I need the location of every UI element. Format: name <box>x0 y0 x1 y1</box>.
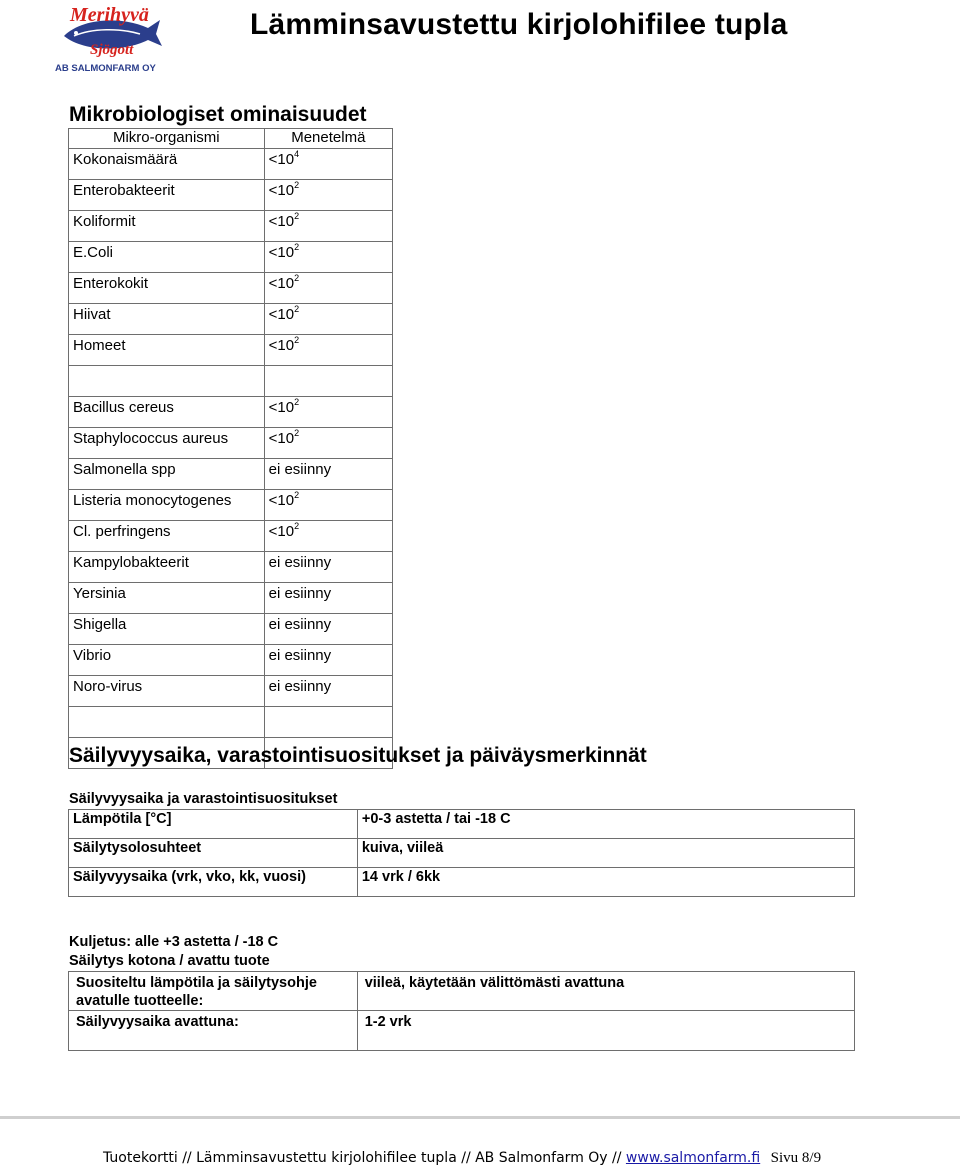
table-row <box>69 868 855 897</box>
organism-name: Enterobakteerit <box>69 180 265 211</box>
storage-table <box>68 809 855 897</box>
table-row <box>69 583 393 614</box>
method-value <box>264 614 392 645</box>
result-text: ei esiinny <box>268 585 332 602</box>
organism-name: Salmonella spp <box>69 459 265 490</box>
method-value <box>264 180 392 211</box>
method-value <box>264 583 392 614</box>
limit-exponent: 2 <box>294 242 300 252</box>
table-row <box>69 552 393 583</box>
organism-name: Koliformit <box>69 211 265 242</box>
table-row <box>69 676 393 707</box>
limit-exponent: 2 <box>294 335 300 345</box>
table-row <box>69 839 855 868</box>
table-row <box>69 397 393 428</box>
table-row <box>69 366 393 397</box>
table-row <box>69 428 393 459</box>
home-storage-value: viileä, käytetään välittömästi avattuna <box>357 972 854 1011</box>
footer-divider <box>0 1116 960 1119</box>
result-text: ei esiinny <box>268 647 332 664</box>
home-storage-value: 1-2 vrk <box>357 1011 854 1051</box>
storage-subheading: Säilyvyysaika ja varastointisuositukset <box>69 791 338 807</box>
table-row <box>69 707 393 738</box>
organism-name: Noro-virus <box>69 676 265 707</box>
method-value <box>264 707 392 738</box>
limit-prefix: <10 <box>268 213 295 230</box>
storage-label: Säilytysolosuhteet <box>69 839 358 868</box>
method-value <box>264 366 392 397</box>
limit-prefix: <10 <box>268 399 295 416</box>
micro-heading: Mikrobiologiset ominaisuudet <box>69 103 367 126</box>
organism-name <box>69 366 265 397</box>
limit-prefix: <10 <box>268 182 295 199</box>
organism-name: Listeria monocytogenes <box>69 490 265 521</box>
result-text: ei esiinny <box>268 616 332 633</box>
home-storage-label: Suositeltu lämpötila ja säilytysohje avatulle tuotteelle: <box>69 972 358 1011</box>
limit-prefix: <10 <box>268 244 295 261</box>
organism-name: Cl. perfringens <box>69 521 265 552</box>
column-header-method: Menetelmä <box>264 129 392 149</box>
method-value <box>264 397 392 428</box>
table-row <box>69 149 393 180</box>
document-title: Lämminsavustettu kirjolohifilee tupla <box>250 8 788 41</box>
method-value <box>264 645 392 676</box>
method-value <box>264 676 392 707</box>
method-value <box>264 211 392 242</box>
method-value <box>264 490 392 521</box>
table-row <box>69 211 393 242</box>
limit-prefix: <10 <box>268 151 295 168</box>
home-storage-label: Säilyvyysaika avattuna: <box>69 1011 358 1051</box>
storage-value: 14 vrk / 6kk <box>357 868 854 897</box>
method-value <box>264 242 392 273</box>
table-row <box>69 972 855 1011</box>
table-row <box>69 1011 855 1051</box>
method-value <box>264 304 392 335</box>
logo-brand-bottom: Sjögott <box>90 42 134 58</box>
limit-exponent: 2 <box>294 490 300 500</box>
footer-website-link[interactable]: www.salmonfarm.fi <box>625 1150 761 1166</box>
limit-prefix: <10 <box>268 523 295 540</box>
organism-name: Kokonaismäärä <box>69 149 265 180</box>
method-value <box>264 428 392 459</box>
limit-exponent: 2 <box>294 211 300 221</box>
organism-name: Bacillus cereus <box>69 397 265 428</box>
storage-value: +0-3 astetta / tai -18 C <box>357 810 854 839</box>
limit-exponent: 2 <box>294 273 300 283</box>
logo-company: AB SALMONFARM OY <box>55 63 156 74</box>
table-row <box>69 242 393 273</box>
storage-label: Lämpötila [°C] <box>69 810 358 839</box>
method-value <box>264 273 392 304</box>
limit-exponent: 2 <box>294 397 300 407</box>
table-row <box>69 273 393 304</box>
limit-prefix: <10 <box>268 492 295 509</box>
table-row <box>69 490 393 521</box>
column-header-organism: Mikro-organismi <box>69 129 265 149</box>
method-value <box>264 552 392 583</box>
micro-table-header <box>69 129 393 149</box>
method-value <box>264 521 392 552</box>
organism-name: Kampylobakteerit <box>69 552 265 583</box>
limit-exponent: 2 <box>294 521 300 531</box>
organism-name: Yersinia <box>69 583 265 614</box>
method-value <box>264 149 392 180</box>
home-storage-table <box>68 971 855 1051</box>
micro-table <box>68 128 393 769</box>
table-row <box>69 459 393 490</box>
result-text: ei esiinny <box>268 461 332 478</box>
company-logo <box>52 2 164 76</box>
page-number: Sivu 8/9 <box>770 1150 822 1166</box>
result-text: ei esiinny <box>268 554 332 571</box>
organism-name: Homeet <box>69 335 265 366</box>
footer-text: Tuotekortti // Lämminsavustettu kirjolohifilee tupla // AB Salmonfarm Oy // <box>103 1150 622 1166</box>
limit-exponent: 4 <box>294 149 300 159</box>
limit-exponent: 2 <box>294 304 300 314</box>
organism-name: Staphylococcus aureus <box>69 428 265 459</box>
limit-prefix: <10 <box>268 337 295 354</box>
organism-name: Shigella <box>69 614 265 645</box>
organism-name: Hiivat <box>69 304 265 335</box>
organism-name: E.Coli <box>69 242 265 273</box>
limit-prefix: <10 <box>268 275 295 292</box>
limit-exponent: 2 <box>294 180 300 190</box>
transport-line: Kuljetus: alle +3 astetta / -18 C <box>69 934 279 950</box>
home-storage-line: Säilytys kotona / avattu tuote <box>69 953 270 969</box>
organism-name: Enterokokit <box>69 273 265 304</box>
limit-prefix: <10 <box>268 430 295 447</box>
result-text: ei esiinny <box>268 678 332 695</box>
method-value <box>264 335 392 366</box>
storage-label: Säilyvyysaika (vrk, vko, kk, vuosi) <box>69 868 358 897</box>
table-row <box>69 335 393 366</box>
table-row <box>69 521 393 552</box>
storage-heading: Säilyvyysaika, varastointisuositukset ja päiväysmerkinnät <box>69 744 647 767</box>
limit-prefix: <10 <box>268 306 295 323</box>
storage-value: kuiva, viileä <box>357 839 854 868</box>
organism-name: Vibrio <box>69 645 265 676</box>
table-row <box>69 614 393 645</box>
table-row <box>69 645 393 676</box>
table-row <box>69 810 855 839</box>
limit-exponent: 2 <box>294 428 300 438</box>
table-row <box>69 304 393 335</box>
organism-name <box>69 707 265 738</box>
logo-brand-top: Merihyvä <box>70 4 149 26</box>
table-row <box>69 180 393 211</box>
method-value <box>264 459 392 490</box>
footer <box>103 1150 821 1167</box>
